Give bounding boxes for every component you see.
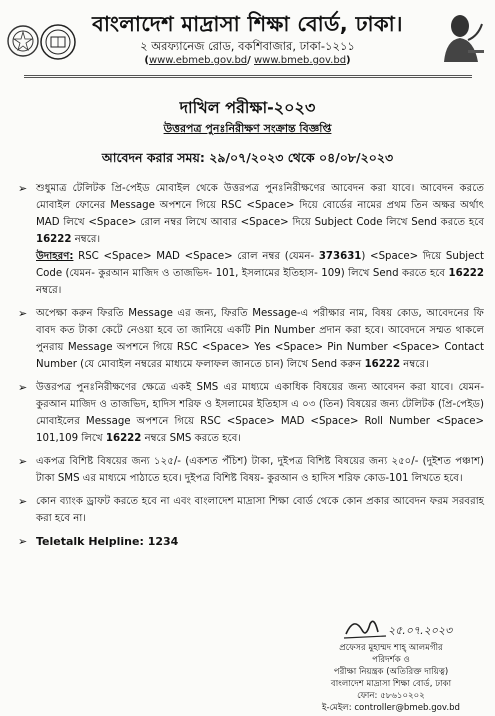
- arrow-bullet-icon: ➢: [18, 182, 28, 195]
- website-link-1[interactable]: www.ebmeb.gov.bd: [148, 55, 248, 66]
- example-label: উদাহরণ:: [36, 251, 74, 262]
- teletalk-helpline: ➢ Teletalk Helpline: 1234: [18, 535, 179, 548]
- instruction-list: [16, 180, 484, 548]
- notice-subtitle: উত্তরপত্র পুনঃনিরীক্ষণ সংক্রান্ত বিজ্ঞপ্তি: [163, 122, 332, 135]
- instruction-item-4: ➢ একপত্র বিশিষ্ট বিষয়ের জন্য ১২৫/- (একশত পঁচিশ) টাকা, দুইপত্র বিশিষ্ট বিষয়ের জন্য ২৫০/- (দুইশত পঞ্চাশ) টাকা SMS এর মাধ্যমে পাঠাতে হবে। দুইপত্র বিশিষ্ট বিষয়- কুরআন ও হাদিস শরিফ কোড-101 লিখতে হবে।: [18, 455, 484, 484]
- arrow-bullet-icon: ➢: [18, 455, 28, 468]
- handwritten-signature: [340, 612, 453, 644]
- arrow-bullet-icon: ➢: [18, 381, 28, 394]
- signatory-role: পরিদর্শক ও: [372, 655, 410, 665]
- instruction-item-1: ➢ শুধুমাত্র টেলিটক প্রি-পেইড মোবাইল থেকে উত্তরপত্র পুনঃনিরীক্ষণের আবেদন করা যাবে। আবেদন করতে মোবাইল ফোনের Message অপশনে গিয়ে RSC <Space> দিয়ে বোর্ডের নামের প্রথম তিন অক্ষর অর্থাৎ MAD লিখে <Space> রোল নম্বর লিখে আবার <Space> দিয়ে Subject Code লিখে Send করতে হবে 16222 নম্বরে। উদাহরণ: RSC <Space> MAD <Space> রোল নম্বর (যেমন- 373631) <Space> দিয়ে Subject Code (যেমন- কুরআন মাজিদ ও তাজভিদ- 101, ইসলামের ইতিহাস- 109) লিখে Send করতে হবে 16222 নম্বরে।: [18, 182, 484, 296]
- board-address: ২ অরফ্যানেজ রোড, বকশিবাজার, ঢাকা-১২১১: [140, 39, 355, 53]
- header-divider-2: [24, 77, 472, 78]
- arrow-bullet-icon: ➢: [18, 495, 28, 508]
- instruction-item-2: ➢ অপেক্ষা করুন ফিরতি Message এর জন্য, ফিরতি Message-এ পরীক্ষার নাম, বিষয় কোড, আবেদনের ফি বাবদ কত টাকা কেটে নেওয়া হবে তা জানিয়ে একটি Pin Number প্রদান করা হবে। আবেদনে সম্মত থাকলে পুনরায় Message অপশনে গিয়ে RSC <Space> Yes <Space> Pin Number <Space> Contact Number (যে মোবাইল নম্বরের মাধ্যমে ফলাফল জানতে চান) লিখে Send করুন 16222 নম্বরে।: [18, 307, 484, 370]
- header-divider: [24, 75, 472, 76]
- signatory-name: প্রফেসর মুহাম্মদ শাহ্‌ আলমগীর: [339, 643, 443, 653]
- signatory-org: বাংলাদেশ মাদ্রাসা শিক্ষা বোর্ড, ঢাকা: [330, 679, 452, 689]
- signature-date: ২৫.০৭.২০২৩: [388, 624, 453, 637]
- arrow-bullet-icon: ➢: [18, 535, 28, 548]
- signatory-block: [296, 642, 486, 714]
- exam-title: দাখিল পরীক্ষা-২০২৩: [179, 98, 316, 117]
- application-period: আবেদন করার সময়: ২৯/০৭/২০২৩ থেকে ০৪/০৮/২০২৩: [101, 150, 394, 165]
- instruction-item-3: ➢ উত্তরপত্র পুনঃনিরীক্ষণের ক্ষেত্রে একই SMS এর মাধ্যমে একাধিক বিষয়ের জন্য আবেদন করা যাবে। যেমন- কুরআন মাজিদ ও তাজভিদ, হাদিস শরিফ ও ইসলামের ইতিহাস এ ০৩ (তিন) বিষয়ের জন্য টেলিটক (প্রি-পেইড) মোবাইলের Message অপশনে গিয়ে RSC <Space> MAD <Space> Roll Number <Space> 101,109 লিখে 16222 নম্বরে SMS করতে হবে।: [18, 381, 484, 444]
- instruction-item-5: ➢ কোন ব্যাংক ড্রাফট করতে হবে না এবং বাংলাদেশ মাদ্রাসা শিক্ষা বোর্ড থেকে কোন প্রকার আবেদন ফরম সরবরাহ করা হবে না।: [18, 495, 484, 524]
- signatory-email[interactable]: ই-মেইল: controller@bmeb.gov.bd: [322, 703, 460, 713]
- board-name: বাংলাদেশ মাদ্রাসা শিক্ষা বোর্ড, ঢাকা।: [92, 12, 403, 36]
- signatory-title: পরীক্ষা নিয়ন্ত্রক (অতিরিক্ত দায়িত্ব): [333, 667, 449, 677]
- website-link-2[interactable]: www.bmeb.gov.bd: [254, 55, 347, 66]
- signatory-phone: ফোন: ৫৮৬১০২০২: [357, 691, 425, 701]
- board-websites: (www.ebmeb.gov.bd/ www.bmeb.gov.bd): [144, 55, 351, 66]
- arrow-bullet-icon: ➢: [18, 307, 28, 320]
